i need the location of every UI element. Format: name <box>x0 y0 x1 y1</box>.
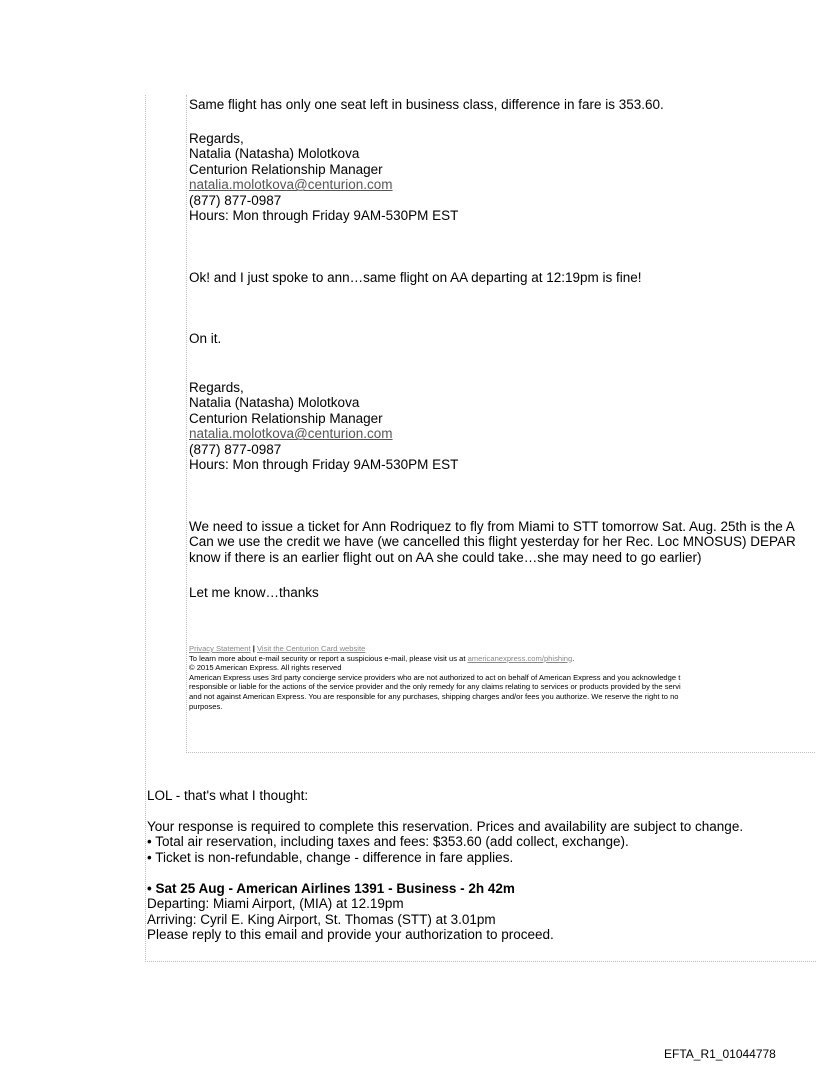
privacy-statement-link[interactable]: Privacy Statement <box>189 644 251 653</box>
message-issue-ticket <box>189 519 796 565</box>
signature-email-link[interactable]: natalia.molotkova@centurion.com <box>189 177 393 193</box>
signature-regards: Regards, <box>189 380 244 395</box>
message-ok-confirm: Ok! and I just spoke to ann…same flight on AA departing at 12:19pm is fine! <box>189 270 642 285</box>
copyright-text: © 2015 American Express. All rights reserved <box>189 663 342 673</box>
reservation-notice <box>147 819 743 865</box>
message-on-it: On it. <box>189 331 222 346</box>
reservation-line: • Total air reservation, including taxes and fees: $353.60 (add collect, exchange). <box>147 834 629 850</box>
signature-hours: Hours: Mon through Friday 9AM-530PM EST <box>189 456 459 472</box>
signature-phone: (877) 877-0987 <box>189 192 282 208</box>
signature-block-1 <box>189 131 458 223</box>
message-let-me-know: Let me know…thanks <box>189 585 319 600</box>
reservation-line: • Ticket is non-refundable, change - difference in fare applies. <box>147 849 514 865</box>
signature-regards: Regards, <box>189 131 244 146</box>
signature-phone: (877) 877-0987 <box>189 441 282 457</box>
signature-email-link[interactable]: natalia.molotkova@centurion.com <box>189 426 393 442</box>
security-notice-end: . <box>572 653 575 663</box>
flight-departing: Departing: Miami Airport, (MIA) at 12.19pm <box>147 896 404 912</box>
reservation-line: Your response is required to complete this reservation. Prices and availability are subject to change. <box>147 819 744 834</box>
signature-name: Natalia (Natasha) Molotkova <box>189 146 360 162</box>
document-id: EFTA_R1_01044778 <box>664 1047 776 1061</box>
centurion-website-link[interactable]: Visit the Centurion Card website <box>256 644 366 653</box>
signature-title: Centurion Relationship Manager <box>189 161 383 177</box>
message-line: know if there is an earlier flight out on AA she could take…she may need to go earlier) <box>189 549 702 565</box>
message-fare-difference: Same flight has only one seat left in business class, difference in fare is 353.60. <box>189 97 664 112</box>
message-line: Can we use the credit we have (we cancelled this flight yesterday for her Rec. Loc MNOSUS) DEPAR <box>189 534 796 550</box>
flight-details <box>147 881 554 943</box>
reply-lol: LOL - that's what I thought: <box>147 788 309 803</box>
disclaimer-line: and not against American Express. You are responsible for any purchases, shipping charges and/or fees you authorize. We reserve the right to no <box>189 691 679 701</box>
disclaimer-line: purposes. <box>189 701 223 711</box>
disclaimer-line: American Express uses 3rd party concierge service providers who are not authorized to act on behalf of American Express and you acknowledge t <box>189 672 681 682</box>
signature-block-2 <box>189 380 458 472</box>
disclaimer-line: responsible or liable for the actions of the service provider and the only remedy for any claims relating to services or products provided by the servi <box>189 682 681 692</box>
flight-arriving: Arriving: Cyril E. King Airport, St. Thomas (STT) at 3.01pm <box>147 911 496 927</box>
phishing-link[interactable]: americanexpress.com/phishing <box>467 653 573 663</box>
security-notice: To learn more about e-mail security or report a suspicious e-mail, please visit us at <box>189 653 468 663</box>
message-line: We need to issue a ticket for Ann Rodriquez to fly from Miami to STT tomorrow Sat. Aug. 25th is the A <box>189 519 795 534</box>
signature-name: Natalia (Natasha) Molotkova <box>189 395 360 411</box>
authorization-request: Please reply to this email and provide your authorization to proceed. <box>147 927 554 943</box>
signature-hours: Hours: Mon through Friday 9AM-530PM EST <box>189 207 459 223</box>
signature-title: Centurion Relationship Manager <box>189 410 383 426</box>
legal-footer <box>189 644 681 711</box>
link-separator: | <box>250 644 257 653</box>
flight-header: • Sat 25 Aug - American Airlines 1391 - Business - 2h 42m <box>147 881 515 896</box>
